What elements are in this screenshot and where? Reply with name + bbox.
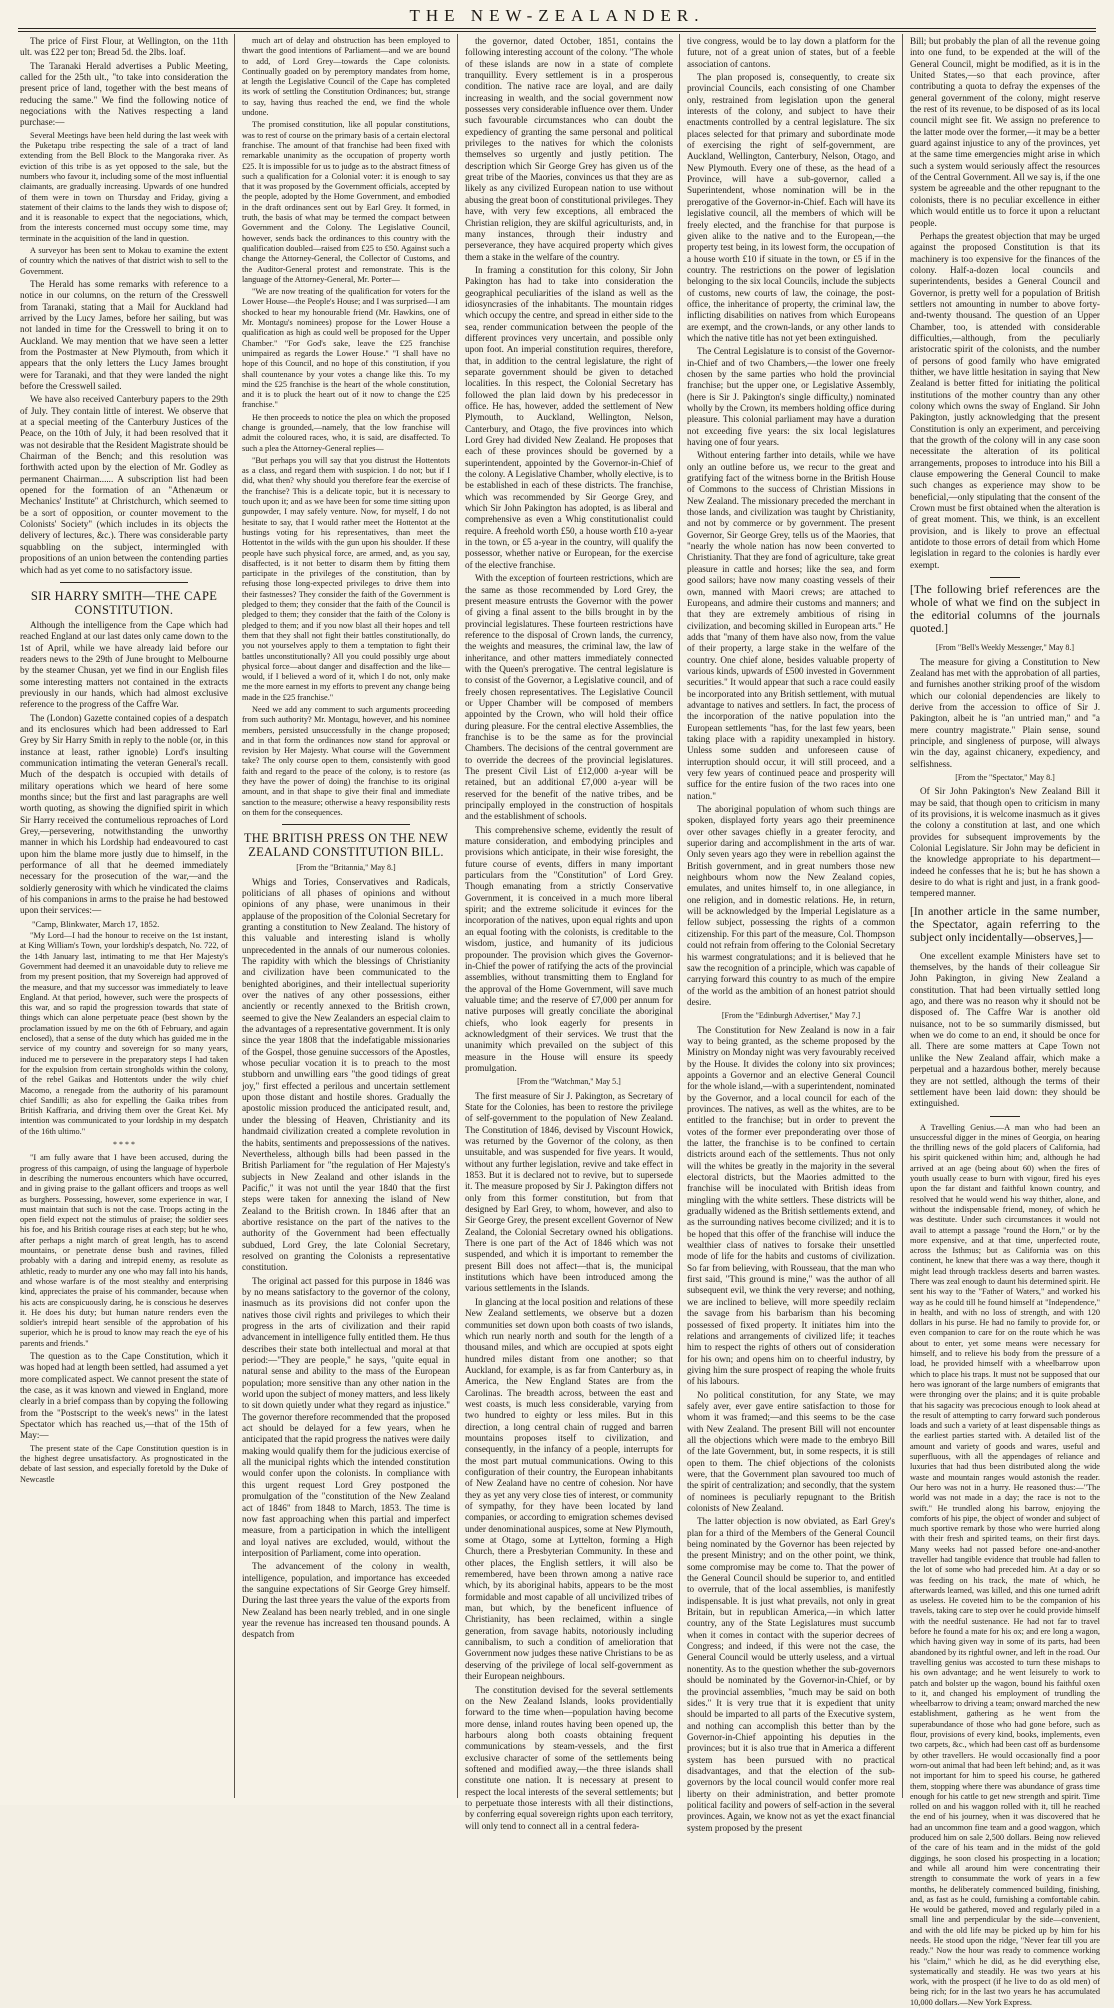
paragraph: A surveyor has been sent to Mokau to examine the extent of country which the natives of that district wish to sell to the Government. [20, 246, 228, 276]
paragraph: The price of First Flour, at Wellington, on the 11th ult. was £22 per ton; Bread 5d. the 2lbs. loaf. [20, 36, 228, 58]
paragraph: Whigs and Tories, Conservatives and Radicals, politicians of all phases of opinions and without opinions of any phase, were unanimous in their applause of the proposition of the Colonial Secretary for granting a constitution to New Zealand. The history of this valuable and interesting island is wholly unprecedented in the annals of our numerous colonies. The rapidity with which the blessings of Christianity and civilization have been communicated to the benighted aborigines, and their intellectual superiority over the natives of any other possessions, either anciently or recently annexed to the British crown, seemed to give the New Zealanders an especial claim to the advantages of a representative government. It is only since the year 1808 that the indefatigable missionaries of the Gospel, those genuine successors of the Apostles, whose peculiar vocation it is to preach to the most stubborn and unwilling ears "the good tidings of great joy," first effected a perilous and uncertain settlement upon those distant and hostile shores. Gradually the apostolic mission produced the anticipated result, and, under the blessing of Heaven, Christianity and its handmaid civilization created a complete revolution in the habits, sentiments and prepossessions of the natives. Nevertheless, although bills had been passed in the British Parliament for "the regulation of Her Majesty's subjects in New Zealand and other islands in the Pacific," it was not until the year 1840 that the first steps were taken for annexing the island of New Zealand to the British crown. In 1846 after that an abortive resistance on the part of the natives to the authority of the Government had been effectually subdued, Lord Grey, the late Colonial Secretary, resolved on granting the Colonists a representative constitution. [242, 876, 450, 1273]
paragraph: No political constitution, for any State, we may safely aver, ever gave entire satisfaction to those for whom it was framed;—and this seems to be the case with New Zealand. The present Bill will not encounter all the objections which were made to the embryo Bill of the late Government, but, in some respects, it is still open to them. The chief objections of the colonists were, that the Government plan savoured too much of the spirit of centralization; and secondly, that the system of nominees is peculiarly repugnant to the British colonists of New Zealand. [687, 1389, 895, 1513]
paragraph: The Constitution for New Zealand is now in a fair way to being granted, as the scheme proposed by the Ministry on Monday night was very favourably received by the House. It divides the colony into six provinces; appoints a Governor and an elective General Council for the whole island,—with a superintendent, nominated by the Governor, and a local council for each of the provinces. The natives, as well as the whites, are to be entitled to the franchise; but in order to prevent the votes of the former ever preponderating over those of the latter, the franchise is to be confined to certain districts around each of the settlements. Thus not only will the whites be greatly in the majority in the several electoral districts, but the Maories admitted to the franchise will be inoculated with British ideas from mingling with the white settlers. These districts will be gradually widened as the British settlements extend, and as the surrounding natives become civilized; and it is to be hoped that this offer of the franchise will induce the wealthier class of natives to forsake their unsettled mode of life for the habits and customs of civilization. So far from believing, with Rousseau, that the man who first said, "This ground is mine," was the author of all subsequent evil, we think the very reverse; and nothing, we are inclined to believe, will more speedily reclaim the savage from his barbarism than his becoming possessed of fixed property. It initiates him into the relations and arrangements of civilized life; it teaches him to respect the rights of others out of consideration for his own; and opens him on to cheerful industry, by giving him the sure prospect of reaping the whole fruits of his labours. [687, 1024, 895, 1387]
source-line: [From the "Britannia," May 8.] [296, 863, 396, 873]
article-heading: SIR HARRY SMITH—THE CAPE CONSTITUTION. [30, 588, 218, 617]
paragraph: The latter objection is now obviated, as Earl Grey's plan for a third of the Members of the General Council being nominated by the Governor has been rejected by the present Ministry; and on the other point, we think, some compromise may be come to. That the power of the General Council should be superior to, and entitled to overrule, that of the local assemblies, is manifestly indispensable. It is just what prevails, not only in great Britain, but in republican America,—in which latter country, any of the State Legislatures must succumb when it comes in contact with the superior decrees of Congress; and indeed, if this were not the case, the General Council would be utterly useless, and a virtual nonentity. As to the question whether the sub-governors should be nominated by the Governor-in-Chief, or by the provincial assemblies, "much may be said on both sides." It is very true that it is expedient that unity should be imparted to all parts of the Executive system, and nothing can accomplish this better than by the Governor-in-Chief appointing his deputies in the provinces; but it is also true that in America a different system has been pursued with no practical disadvantages, and that the election of the sub-governors by the local council would confer more real liberty on their administration, and better promote political facility and powers of self-action in the several provinces. Again, we know not as yet the exact financial system proposed by the present [687, 1516, 895, 1833]
paragraph: The measure for giving a Constitution to New Zealand has met with the approbation of all parties, and furnishes another striking proof of the wisdom which our colonial dependencies are likely to derive from the accession to office of Sir J. Pakington, albeit he is "an untried man," and "a mere country magistrate." Plain sense, sound principle, and singleness of purpose, will always win the day, against chicanery, expediency, and selfishness. [910, 656, 1100, 769]
paragraph: The plan proposed is, consequently, to create six provincial Councils, each consisting of one Chamber only, restrained from legislation upon the general interests of the colony, and subject to have their enactments controlled by a central legislature. The six places selected for that primary and subordinate mode of exercising the right of self-government, are Auckland, Wellington, Canterbury, Nelson, Otago, and New Plymouth. Every one of these, as the head of a Province, will have a sub-governor, called a Superintendent, whose nomination will be in the prerogative of the Governor-in-Chief. Each will have its legislative council, all the members of which will be freely elected, and the franchise for that purpose is given alike to the native and to the European,—the property test being, in its lowest form, the occupation of a house worth £10 if situate in the town, or £5 if in the country. The restrictions on the power of legislation belonging to the six local Councils, include the subjects of customs, new courts of law, the coinage, the post-office, the inheritance of property, the criminal law, the inflicting disabilities on natives from which Europeans are exempt, and the crown-lands, or any other lands to which the native title has not yet been extinguished. [687, 72, 895, 343]
paragraph: The promised constitution, like all popular constitutions, was to rest of course on the primary basis of a certain electoral franchise. The amount of that franchise had been fixed with remarkable unanimity as the occupation of property worth £25. It is impossible for us to judge as to the abstract fitness of such a qualification for a Colonial voter: it is enough to say that it was proposed by the Government officials, accepted by the people, adopted by the Home Government, and embodied in the draft ordinances sent out by Earl Grey. It formed, in truth, the basis of what may be termed the compact between Government and the Colony. The Legislative Council, however, sends back the ordinances to this country with the qualification doubled—raised from £25 to £50. Against such a change the Attorney-General, the Collector of Customs, and the Auditor-General protest and remonstrate. This is the language of the Attorney-General, Mr. Porter— [242, 120, 450, 284]
paragraph: The Taranaki Herald advertises a Public Meeting, called for the 25th ult., "to take into consideration the present price of land, together with the best means of reducing the same." We find the following notice of negociations with the Natives respecting a land purchase:— [20, 60, 228, 128]
section-rule [282, 824, 410, 825]
source-line: [From "Bell's Weekly Messenger," May 8.] [935, 643, 1075, 653]
paragraph: The aboriginal population of whom such things are spoken, displayed forty years ago their preeminence over other savages chiefly in a greater ferocity, and superior daring and accomplishment in the arts of war. Only seven years ago they were in rebellion against the British government, and in great numbers those new neighbours whom now the New Zealand copies, emulates, and unites himself to, in one allegiance, in one religion, and in domestic relations. He, in return, will be acknowledged by the Imperial Legislature as a fellow subject, possessing the rights of a common citizenship. For this part of the measure, Col. Thompson could not refrain from offering to the Colonial Secretary his warmest congratulations; and it is believed that he saw the recognition of a principle, which was capable of carrying forward this country to as much of the empire of the world as the ambition of an honest patriot should desire. [687, 804, 895, 1007]
paragraph: "I am fully aware that I have been accused, during the progress of this campaign, of using the language of hyperbole in describing the numerous encounters which have occurred, and in giving praise to the gallant officers and troops as well as burghers. Possessing, however, some experience in war, I must maintain that such is not the case. Troops acting in the open field expect not the stimulus of praise; the soldier sees his foe, and his British courage rises at each step; but he who, after perhaps a night march of great length, has to ascend mountains, or penetrate dense bush and ravines, filled probably with a daring and intrepid enemy, as resolute as athletic, ready to murder any one who may fall into his hands, and whose warfare is of the most stealthy and enterprising kind, appreciates the praise of his commander, because when his acts are conspicuously daring, he is conscious he deserves it. He does his duty; but human nature renders even the soldier's intrepid heart sensible of the approbation of his superior, which he is proud to know may reach the eye of his parents and friends." [20, 1153, 228, 1348]
column-5 [910, 36, 1100, 2007]
paragraph: The first measure of Sir J. Pakington, as Secretary of State for the Colonies, has been to restore the privilege of self-government to the population of New Zealand. The Constitution of 1846, devised by Viscount Howick, was returned by the Governor of the colony, as then unsuitable, and was suspended for five years. It would, without any further legislation, revive and take effect in 1853. But it is declared not to revive, but to supersede it. The measure proposed by Sir J. Pakington differs not only from this former constitution, but from that designed by Earl Grey, to whom, however, and also to Sir George Grey, the present excellent Governor of New Zealand, the Colonial Secretary owned his obligations. There is one part of the Act of 1846 which was not suspended, and which it is important to remember the present Bill does not affect—that is, the municipal institutions which have been introduced among the various settlements in the Islands. [465, 1090, 673, 1294]
column-1 [20, 36, 228, 1796]
paragraph: The constitution devised for the several settlements on the New Zealand Islands, looks providentially forward to the time when—population having become more dense, inland routes having been opened up, the harbours along both coasts obtaining frequent communications by steam-vessels, and the first exclusive character of some of the settlements being softened and modified away,—the three islands shall constitute one nation. It is necessary at present to respect the local interests of the several settlements; but to perpetuate those interests with all their distinctions, by conferring equal sovereign rights upon each territory, will only tend to connect all in a central federa- [465, 1684, 673, 1831]
paragraph: We have also received Canterbury papers to the 29th of July. They contain little of interest. We observe that at a special meeting of the Canterbury Justices of the Peace, on the 10th of July, it had been resolved that it was not desirable that the Resident Magistrate should be Chairman of the Bench; and this resolution was forthwith acted upon by the election of Mr. Godley as permanent Chairman...... A subscription list had been opened for the formation of an "Athenæum or Mechanics' Institute" at Christchurch, which seemed to be a sort of opposition, or counter movement to the Colonists' Society" (which includes in its objects the delivery of lectures, &c.). There was considerable party squabbling on the subject, intermingled with propositions of an union between the contending parties which had as yet come to no satisfactory issue. [20, 394, 228, 575]
paragraph: He then proceeds to notice the plea on which the proposed change is grounded,—namely, that the low franchise will admit the coloured races, who, it is said, are disaffected. To such a plea the Attorney-General replies— [242, 412, 450, 453]
paragraph: In framing a constitution for this colony, Sir John Pakington has had to take into consideration the geographical peculiarities of the island as well as the idiosyncrasies of the inhabitants. The mountain ridges which occupy the centre, and spread in either side to the sea, render communication between the people of the different provinces very uncertain, and possible only upon foot. An imperial constitution requires, therefore, that, in addition to the central legislature, the right of separate government should be given to detached localities. In this respect, the Colonial Secretary has followed the plan laid down by his predecessor in office. He has, however, added the settlement of New Plymouth, to Auckland, Wellington, Nelson, Canterbury, and Otago, the five provinces into which Lord Grey had divided New Zealand. He proposes that each of these provinces should be governed by a superintendent, appointed by the Governor-in-Chief of the colony. A Legislative Chamber, wholly elective, is to be established in each of these districts. The franchise, which was recommended by Sir George Grey, and which Sir John Pakington has adopted, is as liberal and comprehensive as even a Whig constitutionalist could require. A freehold worth £50, a house worth £10 a-year in the town, or £5 a-year in the country, will qualify the possessor, whether native or European, for the exercise of the elective franchise. [465, 264, 674, 570]
editorial-note: [The following brief references are the whole of what we find on the subject in the editorial columns of the journals quoted.] [910, 584, 1100, 636]
paragraph: The advancement of the colony in wealth, intelligence, population, and importance has exceeded the sanguine expectations of Sir George Grey himself. During the last three years the value of the exports from New Zealand has been nearly trebled, and in one single year the revenue has increased ten thousand pounds. A despatch from [242, 1561, 450, 1640]
paragraph: the governor, dated October, 1851, contains the following interesting account of the colony. "The whole of these islands are now in a state of complete tranquillity. Every settlement is in a prosperous condition. The native race are loyal, and are daily increasing in wealth, and the social government now possesses very considerable influence over them. Under such favourable circumstances who can doubt the expediency of granting the same personal and political privileges to the natives for which the colonists themselves so urgently and justly petition. The description which Sir George Grey has given us of the great tribe of the Maories, convinces us that they are as likely as any civilized European nation to use without abusing the great boon of constitutional privileges. They have, with very few exceptions, all embraced the Christian religion, they are skilful agriculturists, and, in many instances, through their industry and perseverance, they have acquired property which gives them a stake in the welfare of the country. [465, 36, 673, 262]
column-2 [242, 36, 450, 1796]
masthead: THE NEW-ZEALANDER. [409, 6, 705, 25]
dateline: "Camp, Blinkwater, March 17, 1852. [32, 918, 160, 929]
paragraph: With the exception of fourteen restrictions, which are the same as those recommended by Lord Grey, the present measure entrusts the Governor with the power of giving a final assent to the bills brought in by the provincial legislatures. These fourteen restrictions have reference to the disposal of Crown lands, the currency, the weights and measures, the criminal law, the law of inheritance, and other matters immediately connected with the Queen's prerogative. The central legislature is to consist of the Governor, a Legislative council, and of freely chosen representatives. The Legislative Council or Upper Chamber will be composed of members appointed by the Crown, who will hold their office during pleasure. For the central elective Assemblies, the franchise is to be the same as for the provincial Chambers. The decisions of the central government are to override the decrees of the provincial legislatures. The present Civil List of £12,000 a-year will be retained, but an additional £7,000 a-year will be reserved for the benefit of the native tribes, and be principally employed in the construction of hospitals and the establishment of schools. [465, 573, 673, 822]
paragraph: Of Sir John Pakington's New Zealand Bill it may be said, that though open to criticism in many of its provisions, it is welcome inasmuch as it gives the colony a constitution at last, and one which provides for subsequent improvements by the Colonial Legislature. Sir John may be deficient in the knowledge appropriate to his department—indeed he confesses that he is; but he has shown a desire to do what is right and just, in a frank good-tempered manner. [910, 786, 1100, 899]
source-line: [From the "Spectator," May 8.] [955, 772, 1055, 782]
article-heading: THE BRITISH PRESS ON THE NEW ZEALAND CONSTITUTION BILL. [243, 831, 449, 860]
section-rule [990, 1116, 1020, 1117]
paragraph: The question as to the Cape Constitution, which it was hoped had at length been settled, had assumed a yet more complicated aspect. We cannot present the state of the case, as it was known and viewed in England, more clearly in a brief compass than by copying the following from the "Postscript to the week's news" in the latest Spectator which has reached us,—that of the 15th of May:— [20, 1351, 228, 1441]
paragraph: A Travelling Genius.—A man who had been an unsuccessful digger in the mines of Georgia, on hearing the thrilling news of the gold placers of California, had his spirit quickened within him; and, although he had arrived at an age (being about 60) when the fires of youth usually cease to burn with vigour, fired his eyes upon the far distant and faithful known country, and resolved that he would wend his way thither, alone, and without the indispensable friend, money, of which he was destitute. Under such circumstances it would not avail to attempt a passage "round the Horn," or by the more expensive, and at that time, unperfected route, across the Isthmus; but as California was on this continent, he knew that there was a way there, though it might lead through trackless deserts and barren wastes. There was zeal enough to daunt his determined spirit. He sent his way to the "Father of Waters," and worked his way as he could till he found himself at "Independence," in health, and with no loss of strength, and with 120 dollars in his purse. He had no family to provide for, or even companion to care for on the route which he was about to enter, yet some means were necessary for himself, and to relieve his body from the pressure of a load, he provided himself with a wheelbarrow upon which to place his traps. It must not be supposed that our hero was ignorant of the large numbers of emigrants that were thronging over the plains; and it is quite probable that his sagacity was precocious enough to look ahead at the result of attempting to carry forward such ponderous loads and such a variety of at least dispensable things as the earliest parties started with. A detailed list of the amount and variety of goods and wares, useful and superfluous, with all the appendages of reliance and luxuries that had thus been distributed along the wide waste and mountain ranges would astonish the reader. Our hero was not in a hurry. He reasoned thus:—"The world was not made in a day; the race is not to the swift." He trundled along his barrow, enjoying the comforts of his pipe, the object of wonder and subject of much sportive remark by those who were hurried along with their fresh and spirited teams, on their first days. Many weeks had not passed before one-and-another traveller had tangible evidence that trouble had fallen to the lot of some who had preceded him. At a day or so was feeding on his track, the mate of which, he afterwards learned, was killed, and this one turned adrift as useless. He coveted him to be the companion of his travels, taking care to step over he could provide himself with the needful sustenance. He had not far to travel before he found a mate for his ox; and ere long a wagon, which having given way in some of its parts, had been abandoned by its rightful owner, and left in the road. Our travelling genius was accosted to turn these mishaps to his own advantage; and he went leisurely to work to patch and bolster up the wagon, bound his faithful oxen to it, and changed his employment of trundling the wheelbarrow to driving a team; onward marched the new establishment, gathering as he went from the superabundance of those who had gone before, such as flour, provisions of every kind, books, implements, even two carpets, &c., which had been cast off as burdensome by other travellers. He would occasionally find a poor worn-out animal that had been left behind; and, as it was not important for him to speed his course, he gathered them, stopping where there was abundance of grass time enough for his cattle to get new strength and spirit. Time rolled on and his waggon rolled with it, till he reached the end of his journey, when it was discovered that he had an uncommon fine team and a good waggon, which produced him on sale 2,500 dollars. Being now relieved of the care of his team and in the midst of the gold diggings, he soon closed his prospecting in a location; and while all around him were concentrating their strength to consummate the work of years in a few months, he deliberately commenced building, finishing, and, as fast as he could, furnishing a comfortable cabin. He would be gathered, moved and regularly piled in a small line and perpendicular by the side—convenient, and with the old life may be picked up by him for his needs. He stood upon the ridge, "Never fear till you are ready." Now the hour was ready to commence working his "claim," which he did, as he did everything else, systematically and steadily. He was two years at his work, with the prospect (if he live to do as old men) of being rich; for in the last two years he has accumulated 10,000 dollars.—New York Express. [910, 1122, 1100, 2007]
paragraph: This comprehensive scheme, evidently the result of mature consideration, and embodying principles and provisions which anticipate, in their wise foresight, the future course of events, differs in many important particulars from the "Constitution" of Lord Grey. Though emanating from a strictly Conservative Government, it is conceived in a much more liberal spirit; and the extreme solicitude it evinces for the incorporation of the natives, upon equal rights and upon an equal footing with the colonists, is creditable to the wisdom, justice, and humanity of its judicious propounder. The provision which gives the Governor-in-Chief the power of ratifying the acts of the provincial assemblies, without transmitting them to England for the approval of the Home Government, will save much valuable time; and the reserve of £7,000 per annum for native purposes will greatly conciliate the aboriginal chiefs, who look eagerly for presents in acknowledgment of their services. We trust that the unanimity which prevailed on the subject of this measure in the House will ensure its speedy promulgation. [465, 824, 673, 1073]
ellipsis-stars: * * * * [113, 1140, 135, 1150]
source-line: [From the "Edinburgh Advertiser," May 7.] [721, 1011, 861, 1021]
paragraph: One excellent example Ministers have set to themselves, by the hands of their colleague Sir John Pakington, in giving New Zealand a constitution. That had been virtually settled long ago, and there was no reason why it should not be disposed of. The Caffre War is another old nuisance, not to be so summarily dismissed, but when we do come to an end, it should be once for all. There are some matters at Cape Town not unlike the New Zealand affair, which make a perpetual and a hazardous bother, merely because they are not settled, although the terms of their settlement have been laid down: they should be extinguished. [910, 950, 1100, 1109]
paragraph: Perhaps the greatest objection that may be urged against the proposed Constitution is that its machinery is too expensive for the finances of the colony. Half-a-dozen local councils and superintendents, besides a General Council and Governor, is pretty well for a population of British settlers not amounting in number to above forty-and-twenty thousand. The question of an Upper Chamber, too, is attended with considerable difficulties,—although, from the peculiarly aristocratic spirit of the colonists, and the number of persons of good family who have emigrated thither, we have little hesitation in saying that New Zealand is better fitted for initiating the political institutions of the mother country than any other colony which owns the sway of England. Sir John Pakington, justly acknowledging that the present Constitution is only an experiment, and perceiving that the growth of the colony will in any case soon necessitate the alteration of its political arrangements, proposes to introduce into his Bill a clause empowering the General Council to make such changes as experience may show to be beneficial,—only stipulating that the consent of the Crown must be first obtained when the alteration is of great moment. This, we think, is an excellent provision, and is likely to prove an effectual antidote to those errors of detail from which Home legislation in regard to the colonies is hardly ever exempt. [910, 230, 1100, 570]
column-rule [234, 34, 235, 1798]
paragraph: The Central Legislature is to consist of the Governor-in-Chief and of two Chambers,—the lower one freely chosen by the same parties who hold the provincial franchise; but the upper one, or Legislative Assembly, (here is Sir J. Pakington's single difficulty,) nominated wholly by the Crown, its members holding office during pleasure. This colonial parliament may have a duration not exceeding five years: the six local legislatures having one of four years. [687, 346, 895, 448]
source-line: [From the "Watchman," May 5.] [517, 1077, 621, 1087]
paragraph: "But perhaps you will say that you distrust the Hottentots as a class, and regard them with suspicion. I do not; but if I did, what then? why should you therefore fear the exercise of the franchise? This is a delicate topic, but it is necessary to touch upon it; and as we have been for some time sitting upon gunpowder, I may safely venture. Now, for myself, I do not hesitate to say, that I would rather meet the Hottentot at the hustings voting for his representatives, than meet the Hottentot in the wilds with the gun upon his shoulder. If these people have such physical force, are armed, and, as you say, disaffected, is it not better to disarm them by fitting them participate in the privileges of the constitution, than by refusing those long-expected privileges to drive them into their fastnesses? They consider the faith of the Government is pledged to them; they consider that the faith of the Council is pledged to them; they consider that the faith of the Colony is pledged to them; and if you now blast all their hopes and tell them that they shall not fight their battles constitutionally, do you not yourselves apply to them a temptation to fight their battles unconstitutionally? All you could possibly urge about physical force—about danger and disaffection and the like—would, if I believed a word of it, which I do not, only make me the more earnest in my efforts to prevent any change being made in the £25 franchise." [242, 455, 450, 702]
paragraph: "We are now treating of the qualification for voters for the Lower House—the People's House; and I was surprised—I am shocked to hear my honourable friend (Mr. Hawkins, one of Mr. Montagu's nominees) propose for the Lower House a qualification as high as could well be proposed for the Upper Chamber." "For God's sake, leave the £25 franchise unimpaired as regards the Lower House." "I shall have no hope of this Council, and no hope of this constitution, if you shall countenance by your votes a change like this. To my mind the £25 franchise is the heart of the whole constitution, and it is to pluck the heart out of it now to change the £25 franchise." [242, 287, 450, 410]
column-rule [457, 34, 458, 1798]
column-4 [687, 36, 895, 1833]
paragraph: The (London) Gazette contained copies of a despatch and its enclosures which had been addressed to Earl Grey by Sir Harry Smith in reply to the noble (or, in this instance at least, rather ignoble) Lord's insulting communication intimating the veteran General's recall. Much of the despatch is occupied with details of military operations which we heard of here some months since; but the first and last paragraphs are well worth quoting, as showing the dignified spirit in which Sir Harry received the contumelious reproaches of Lord Grey,—persevering, notwithstanding the unworthy manner in which his Lordship had endeavoured to cast upon him the blame more justly due to himself, in the performance of all that he deemed immediately necessary for the prosecution of the war,—and the soldierly generosity with which he vindicated the claims of his companions in arms to the praise he had bestowed upon their services:— [20, 712, 228, 916]
editorial-note: [In another article in the same number, the Spectator, again referring to the subject only incidentally—observes,]— [910, 905, 1100, 944]
paragraph: "My Lord—I had the honour to receive on the 1st instant, at King William's Town, your lordship's despatch, No. 722, of the 14th January last, intimating to me that Her Majesty's Government had deemed it an unavoidable duty to relieve me from my present position, that my Sovereign had approved of the measure, and that my successor was immediately to leave England. At that period, however, such were the prospects of this war, and so rapid the progression towards that state of things which can alone perpetuate peace (best shown by the proclamation issued by me on the 6th of February, and again enclosed), that a sense of the duty which has guided me in the service of my country and sovereign for so many years, induced me to persevere in the preparatory steps I had taken for the expulsion from certain strongholds within the colony, of the rebel Gaikas and Hottentots under the wily chief Macomo, a renegade from the authority of his paramount chief Sandilli; as also for expelling the Gaika tribes from British Kaffraria, and driving them over the Great Kei. My intention was communicated to your lordship in my despatch of the 16th ultimo." [20, 931, 228, 1136]
masthead-rule [18, 28, 1096, 29]
paragraph: Although the intelligence from the Cape which had reached England at our last dates only came down to the 1st of April, while we have already laid before our readers news to the 29th of June brought to Melbourne by the steamer Chusan, yet we find in our English files some interesting matters not contained in the extracts previously in our hands, which had almost exclusive reference to the progress of the Caffre War. [20, 619, 228, 710]
paragraph: Need we add any comment to such arguments proceeding from such authority? Mr. Montagu, however, and his nominee members, persisted unsuccessfully in the change proposed; and in that form the ordinances now stand for approval or revision by Her Majesty. What course will the Government take? The only course open to them, consistently with good faith and regard to the peace of the colony, is to restore (as they have the power of doing) the franchise to its original amount, and in that shape to give their final and immediate sanction to the measure; otherwise a heavy responsibility rests on them for the consequences. [242, 705, 450, 817]
paragraph: Bill; but probably the plan of all the revenue going into one fund, to be expended at the will of the General Council, might be modified, as it is in the United States,—so that each province, after contributing a quota to defray the expenses of the general government of the colony, might reserve the rest of its revenue, to be disposed of as its local council might see fit. We assign no preference to the latter mode over the former,—it may be a better guard against injustice to any of the provinces, yet at the same time emergencies might arise in which such a system would seriously affect the resources of the Central Government. All we say is, if the one system be agreeable and the other repugnant to the colonists, there is no peculiar excellence in either which would entitle us to force it upon a reluctant people. [910, 36, 1100, 228]
section-rule [990, 577, 1020, 578]
masthead-rule-lower [18, 31, 1096, 32]
paragraph: The Herald has some remarks with reference to a notice in our columns, on the return of the Cresswell from Taranaki, stating that a Mail for Auckland had arrived by the Lucy James, before her sailing, but was not landed in time for the Cresswell to bring it on to Auckland. We may mention that we have seen a letter from the Postmaster at New Plymouth, from which it appears that the only letters the Lucy James brought were for Taranaki, and that they were landed the night before the Cresswell sailed. [20, 278, 228, 391]
paragraph: Several Meetings have been held during the last week with the Puketapu tribe respecting the sale of a tract of land extending from the Bell Block to the Mangoraka river. As eviction of this tribe is as yet opposed to the sale, but the numbers who favour it, including some of the most influential claimants, are gradually increasing. Upwards of one hundred of them were in town on Thursday and Friday, giving a statement of their claims to the lands they wish to dispose of; and it is reasonable to expect that the negociations, which, from the interests concerned must occupy some time, may terminate in the acquisition of the land in question. [20, 130, 228, 243]
paragraph: tive congress, would be to lay down a platform for the future, not of a great union of states, but of a feeble association of cantons. [687, 36, 895, 69]
paragraph: The present state of the Cape Constitution question is in the highest degree unsatisfactory. As prognosticated in the debate of last session, and especially foretold by the Duke of Newcastle [20, 1443, 228, 1484]
paragraph: In glancing at the local position and relations of these New Zealand settlements, we observe but a dozen communities set down upon both coasts of two islands, which run nearly north and south for the length of a thousand miles, and which are occupied at spots eight hundred miles distant from one another; so that Auckland, for example, is as far from Canterbury as, in America, the New England States are from the Carolinas. The breadth across, between the east and west coasts, is much less considerable, varying from two hundred to eighty or less miles. But in this direction, a long central chain of rugged and barren mountains proposes itself to civilization, and consequently, in the infancy of a people, interrupts for the most part mutual communications. Owing to this configuration of their country, the European inhabitants of New Zealand have no centre of cohesion. Nor have they as yet any very close ties of interest, or community of sympathy, for they have been located by land companies, or according to emigration schemes devised under denominational auspices, some at New Plymouth, some at Otago, some at Lyttelton, forming a High Church, there a Presbyterian Community. In these and other places, the English settlers, it will also be remembered, have been thrown among a native race which, by its aboriginal habits, appears to be the most formidable and most capable of all uncivilized tribes of man, but which, by the beneficent influence of Christianity, has been reclaimed, within a single generation, from savage habits, notoriously including cannibalism, to such a condition of amelioration that Government now judges these native Christians to be as deserving of the privilege of local self-government as their European neighbours. [465, 1296, 673, 1682]
section-rule [60, 582, 188, 583]
paragraph: Without entering farther into details, while we have only an outline before us, we recur to the great and gratifying fact of the witness borne in the British House of Commons to the success of Christian Missions in New Zealand. The missionary preceded the merchant in those lands, and civilization was taught by Christianity, and not by commerce or by government. The present Governor, Sir George Grey, tells us of the Maories, that "nearly the whole nation has now been converted to Christianity. That they are fond of agriculture, take great pleasure in cattle and horses; like the sea, and form good sailors; have now many coasting vessels of their own, manned with Maori crews; are attached to Europeans, and admire their customs and manners; and that they are extremely ambitious of rising in civilization, and becoming skilled in European arts." He adds that "many of them have also now, from the value of their property, a large stake in the welfare of the country. One chief alone, besides valuable property of various kinds, upwards of £500 invested in Government securities." It would appear that such a race could easily be incorporated into any British settlement, with mutual advantage to natives and settlers. In fact, the process of the incorporation of the native population into the European settlements "has, for the last few years, been taking place with a rapidity unexampled in history. Unless some sudden and unforeseen cause of interruption should occur, it will still proceed, and a very few years of continued peace and prosperity will suffice for the entire fusion of the two races into one nation." [687, 450, 895, 801]
column-3 [465, 36, 674, 1831]
paragraph: The original act passed for this purpose in 1846 was by no means satisfactory to the governor of the colony, inasmuch as its provisions did not confer upon the natives those civil rights and privileges to which their progress in the arts of civilization and their rapid advancement in intelligence fully entitled them. He thus describes their state both intellectual and moral at that period:—"They are people," he says, "quite equal in natural sense and ability to the mass of the European population; more sensitive than any other nation in the world upon the subject of money matters, and less likely to sit down quietly under what they regard as injustice." The governor therefore recommended that the proposed act should be delayed for a few years, when he anticipated that the rapid progress the natives were daily making would qualify them for the judicious exercise of all the municipal rights which the intended constitution would confer upon the colonists. In compliance with this urgent request Lord Grey postponed the promulgation of the "constitution of the New Zealand act of 1846" from 1848 to March, 1853. The time is now fast approaching when this partial and imperfect measure, from a participation in which the intelligent and loyal natives are excluded, would, without the interposition of Parliament, come into operation. [242, 1275, 450, 1558]
column-rule [679, 34, 680, 1798]
paragraph: much art of delay and obstruction has been employed to thwart the good intentions of Parliament—and we are bound to add, of Lord Grey—towards the Cape colonists. Continually goaded on by peremptory mandates from home, at length the Legislative Council of the Cape has completed its work of settling the Constitution Ordinances; but, strange to say, having thus reached the end, we find the whole undone. [242, 36, 450, 118]
column-rule [902, 34, 903, 1798]
